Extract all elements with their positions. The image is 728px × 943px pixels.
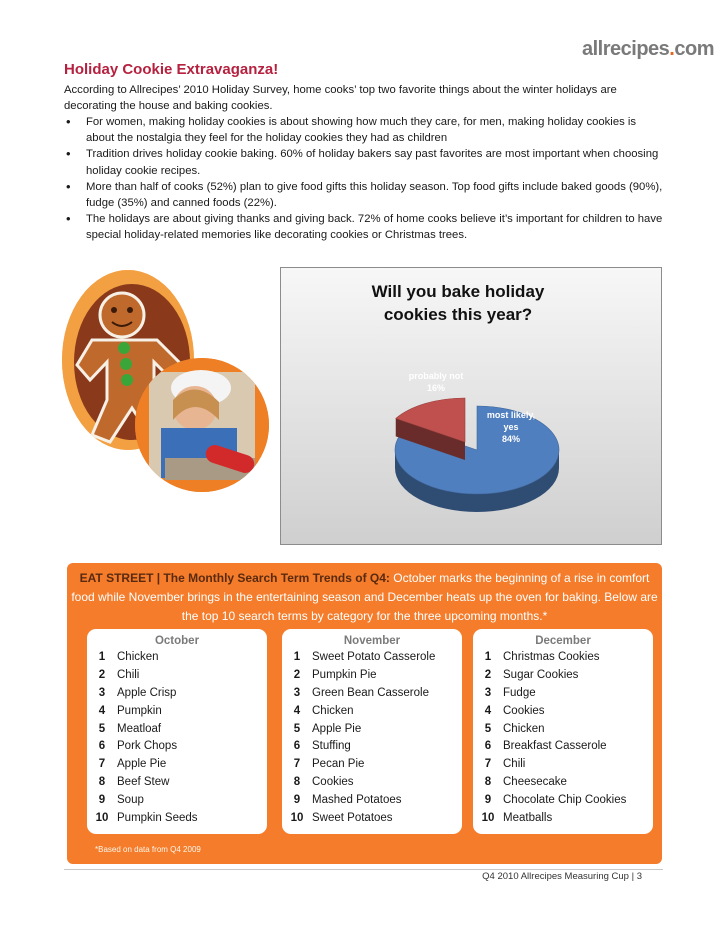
search-term: Pecan Pie	[312, 758, 365, 771]
search-term-rank: 3	[484, 686, 492, 699]
search-term-rank: 2	[484, 668, 492, 681]
search-term: Meatballs	[503, 812, 553, 825]
pie-chart	[280, 267, 662, 545]
search-term-row	[282, 738, 462, 756]
search-term: Chicken	[312, 704, 354, 717]
search-term: Beef Stew	[117, 776, 170, 789]
search-term-row	[473, 703, 653, 721]
search-term: Stuffing	[312, 740, 351, 753]
search-term-row	[87, 703, 267, 721]
search-term-list	[473, 649, 653, 828]
search-term-rank: 4	[293, 704, 301, 717]
search-term: Pumpkin Seeds	[117, 812, 198, 825]
search-term-row	[282, 667, 462, 685]
search-term: Cookies	[503, 704, 545, 717]
logo-brand: allrecipes	[582, 38, 670, 60]
search-term-rank: 2	[98, 668, 106, 681]
article-bullets	[64, 114, 664, 244]
pie-category-label: yes	[503, 422, 519, 432]
search-term-row	[282, 810, 462, 828]
search-term: Chili	[117, 668, 140, 681]
search-term-row	[282, 774, 462, 792]
search-term-rank: 2	[293, 668, 301, 681]
chart-title: Will you bake holiday cookies this year?	[371, 282, 545, 324]
allrecipes-logo	[582, 38, 714, 61]
logo-dot: .	[669, 38, 675, 60]
search-term-rank: 5	[293, 722, 301, 735]
search-term-rank: 9	[98, 794, 106, 807]
search-term: Breakfast Casserole	[503, 740, 607, 753]
search-term-rank: 10	[481, 812, 495, 825]
search-term: Chicken	[117, 651, 159, 663]
search-term: Apple Pie	[312, 722, 362, 735]
search-term-rank: 7	[293, 758, 301, 771]
search-term-rank: 10	[95, 812, 109, 825]
search-term-row	[282, 649, 462, 667]
search-term: Chili	[503, 758, 526, 771]
search-term-row	[87, 810, 267, 828]
search-term: Sugar Cookies	[503, 668, 579, 681]
search-term-rank: 1	[484, 651, 492, 663]
search-term: Apple Pie	[117, 758, 167, 771]
search-term-rank: 4	[484, 704, 492, 717]
search-term-row	[87, 792, 267, 810]
search-term-rank: 5	[98, 722, 106, 735]
search-term-row	[282, 685, 462, 703]
search-term-row	[87, 721, 267, 739]
search-term-row	[87, 738, 267, 756]
search-trends-heading	[67, 569, 662, 626]
month-name: December	[535, 635, 591, 647]
bullet-item: • The holidays are about giving thanks and giving back. 72% of home cooks believe it’s important for children to have special holiday-related memories like decorating cookies or Christmas trees.	[64, 211, 664, 243]
search-term-row	[87, 756, 267, 774]
bullet-item: • Tradition drives holiday cookie baking. 60% of holiday bakers say past favorites are most important when choosing holiday cookie recipes.	[64, 146, 664, 178]
search-term: Cheesecake	[503, 776, 567, 789]
search-term-row	[473, 756, 653, 774]
search-term-row	[282, 756, 462, 774]
search-term: Cookies	[312, 776, 354, 789]
search-term: Green Bean Casserole	[312, 686, 429, 699]
search-term-row	[473, 649, 653, 667]
month-card-november	[282, 629, 462, 834]
search-term-row	[87, 649, 267, 667]
pie-value-label: 16%	[426, 383, 446, 393]
article-intro: According to Allrecipes’ 2010 Holiday Survey, home cooks’ top two favorite things about the winter holidays are decorating the house and baking cookies.	[64, 84, 617, 113]
search-term: Soup	[117, 794, 144, 807]
month-card-december	[473, 629, 653, 834]
search-term-row	[473, 685, 653, 703]
search-term-rank: 10	[290, 812, 304, 825]
pie-category-label: most likely,	[486, 410, 536, 420]
bullet-item: • For women, making holiday cookies is about showing how much they care, for men, making holiday cookies is about the nostalgia they feel for the holiday cookies they had as children	[64, 114, 664, 146]
pie-category-label: probably not	[408, 371, 464, 381]
search-term-row	[473, 792, 653, 810]
search-term-rank: 8	[293, 776, 301, 789]
pie-chart-canvas	[281, 268, 663, 546]
month-card-october	[87, 629, 267, 834]
search-term-row	[282, 721, 462, 739]
search-term-row	[473, 738, 653, 756]
search-term: Mashed Potatoes	[312, 794, 402, 807]
search-term-rank: 7	[98, 758, 106, 771]
search-term-rank: 1	[98, 651, 106, 663]
search-term: Sweet Potato Casserole	[312, 651, 436, 663]
search-term-row	[87, 667, 267, 685]
search-term: Meatloaf	[117, 722, 162, 735]
pie-value-label: 84%	[501, 434, 521, 444]
search-trends-footnote: *Based on data from Q4 2009	[95, 845, 201, 854]
girl-baking-photo	[135, 358, 269, 492]
search-term-rank: 9	[484, 794, 492, 807]
search-term: Apple Crisp	[117, 686, 177, 699]
footer-text: Q4 2010 Allrecipes Measuring Cup | 3	[482, 871, 642, 882]
search-term-rank: 4	[98, 704, 106, 717]
search-term-list	[282, 649, 462, 828]
search-term: Pumpkin	[117, 704, 162, 717]
search-term-row	[282, 703, 462, 721]
search-term-rank: 6	[98, 740, 106, 753]
search-term: Sweet Potatoes	[312, 812, 393, 825]
footer-divider	[64, 869, 663, 870]
search-term: Chicken	[503, 722, 545, 735]
search-term: Pork Chops	[117, 740, 178, 753]
search-term-rank: 3	[98, 686, 106, 699]
search-term: Pumpkin Pie	[312, 668, 377, 681]
logo-suffix: com	[674, 38, 714, 60]
search-trends-lead: EAT STREET | The Monthly Search Term Trends of Q4:	[79, 571, 390, 585]
search-term-row	[473, 721, 653, 739]
search-term-list	[87, 649, 267, 828]
search-term: Chocolate Chip Cookies	[503, 794, 627, 807]
search-term: Christmas Cookies	[503, 651, 600, 663]
search-trends-description: October marks the beginning of a rise in comfort food while November brings in the entertaining season and December heats up the oven for baking. Below are the top 10 search terms by category for the three upcoming months.*	[71, 571, 658, 623]
search-term-row	[282, 792, 462, 810]
search-term-row	[473, 774, 653, 792]
search-term-rank: 8	[98, 776, 106, 789]
search-term-rank: 5	[484, 722, 492, 735]
search-term-rank: 7	[484, 758, 492, 771]
search-term-rank: 1	[293, 651, 301, 663]
month-name: November	[343, 635, 401, 647]
month-name: October	[154, 635, 200, 647]
search-term-rank: 3	[293, 686, 301, 699]
search-term-rank: 6	[484, 740, 492, 753]
search-term-row	[473, 810, 653, 828]
bullet-item: • More than half of cooks (52%) plan to give food gifts this holiday season. Top food gifts include baked goods (90%), fudge (35%) and canned foods (22%).	[64, 179, 664, 211]
search-term: Fudge	[503, 686, 536, 699]
search-term-rank: 8	[484, 776, 492, 789]
search-term-row	[87, 685, 267, 703]
search-term-row	[473, 667, 653, 685]
article-title: Holiday Cookie Extravaganza!	[64, 61, 279, 78]
search-term-row	[87, 774, 267, 792]
search-term-rank: 6	[293, 740, 301, 753]
search-trends-panel	[67, 563, 662, 864]
search-term-rank: 9	[293, 794, 301, 807]
